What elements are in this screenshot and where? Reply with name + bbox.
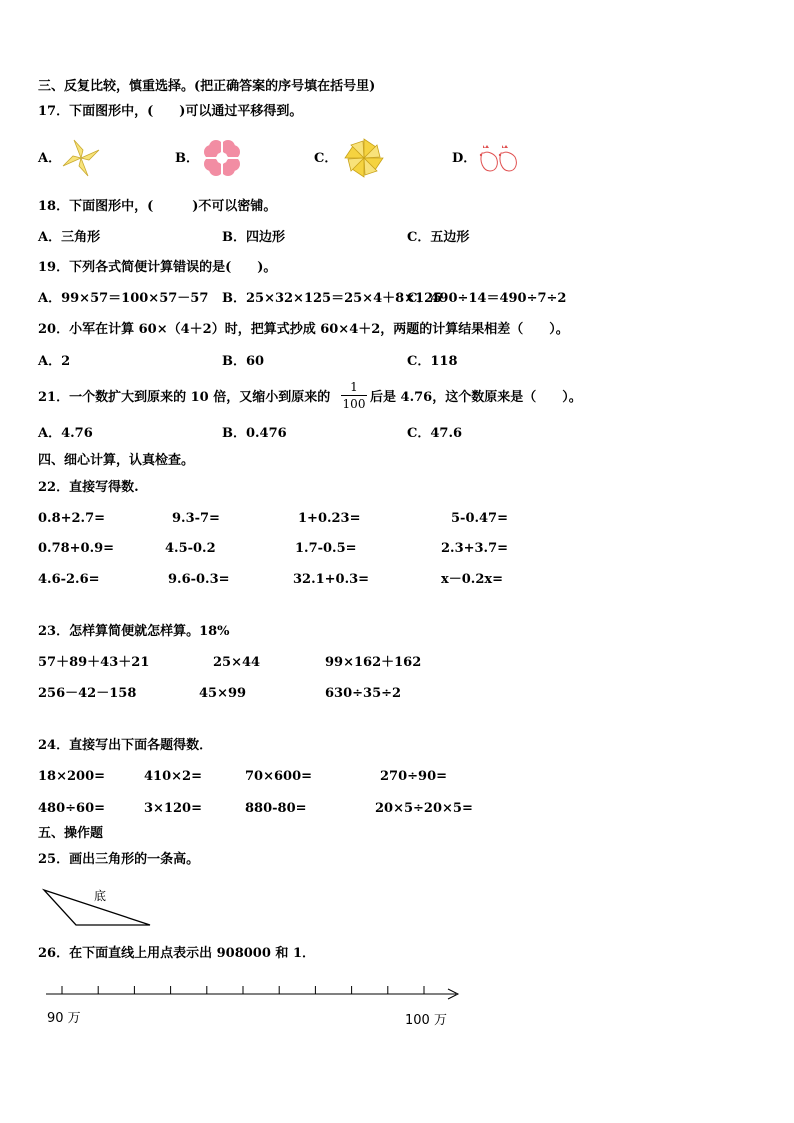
question-23-stem: 23．怎样算简便就怎样算。18% (38, 624, 230, 639)
q24-item: 18×200= (38, 769, 106, 784)
q17-option-d: D． (452, 151, 477, 166)
q22-item: 4.5-0.2 (165, 541, 216, 556)
section-5-title: 五、操作题 (38, 826, 104, 841)
question-22-stem: 22．直接写得数. (38, 480, 139, 495)
section-4-title: 四、细心计算，认真检查。 (38, 453, 195, 468)
question-21-stem-before: 21．一个数扩大到原来的 10 倍，又缩小到原来的 (38, 390, 331, 405)
q21-option-a: A．4.76 (38, 426, 93, 441)
question-21-stem-after: 后是 4.76，这个数原来是（ ）。 (370, 390, 582, 405)
question-17-stem: 17．下面图形中，( )可以通过平移得到。 (38, 104, 303, 119)
q24-item: 70×600= (245, 769, 313, 784)
q22-item: 0.8+2.7= (38, 511, 106, 526)
two-chicks-outline-icon (477, 141, 521, 175)
q22-item: 1.7-0.5= (295, 541, 357, 556)
fraction-numerator: 1 (350, 380, 358, 394)
number-line-left-label: 90 万 (47, 1011, 81, 1026)
q22-item: 9.3-7= (172, 511, 220, 526)
question-25-stem: 25．画出三角形的一条高。 (38, 852, 200, 867)
pinwheel-yellow-icon (60, 138, 102, 178)
q19-option-c: C．490÷14＝490÷7÷2 (407, 291, 567, 306)
q22-item: 0.78+0.9= (38, 541, 115, 556)
q22-item: 1+0.23= (298, 511, 361, 526)
q23-item: 630÷35÷2 (325, 686, 402, 701)
q24-item: 3×120= (144, 801, 202, 816)
q23-item: 99×162＋162 (325, 655, 422, 670)
question-20-stem: 20．小军在计算 60×（4＋2）时，把算式抄成 60×4＋2，两题的计算结果相差（ ）。 (38, 322, 569, 337)
q24-item: 270÷90= (380, 769, 448, 784)
triangle-base-label: 底 (94, 889, 107, 903)
q24-item: 410×2= (144, 769, 202, 784)
q18-option-c: C．五边形 (407, 230, 470, 245)
q17-option-c: C． (314, 151, 338, 166)
q20-option-c: C．118 (407, 354, 458, 369)
q24-item: 880-80= (245, 801, 307, 816)
q22-item: x－0.2x= (441, 572, 504, 587)
q19-option-b: B．25×32×125＝25×4＋8×125 (222, 291, 443, 306)
q22-item: 5-0.47= (451, 511, 508, 526)
q20-option-b: B．60 (222, 354, 265, 369)
q19-option-a: A．99×57＝100×57－57 (38, 291, 209, 306)
q20-option-a: A．2 (38, 354, 71, 369)
fraction-denominator: 100 (342, 397, 366, 411)
question-18-stem: 18．下面图形中，( )不可以密铺。 (38, 199, 277, 214)
q17-option-a: A． (38, 151, 62, 166)
q18-option-b: B．四边形 (222, 230, 285, 245)
question-19-stem: 19．下列各式简便计算错误的是( )。 (38, 260, 277, 275)
q22-item: 4.6-2.6= (38, 572, 100, 587)
number-line (44, 983, 464, 1007)
q22-item: 9.6-0.3= (168, 572, 230, 587)
question-24-stem: 24．直接写出下面各题得数． (38, 738, 213, 753)
q23-item: 45×99 (199, 686, 247, 701)
heart-clover-pink-icon (201, 137, 243, 179)
q23-item: 25×44 (213, 655, 261, 670)
q22-item: 2.3+3.7= (441, 541, 509, 556)
q24-item: 20×5÷20×5= (375, 801, 473, 816)
q18-option-a: A．三角形 (38, 230, 101, 245)
question-26-stem: 26．在下面直线上用点表示出 908000 和 1． (38, 946, 315, 961)
q17-option-b: B． (175, 151, 199, 166)
q22-item: 32.1+0.3= (293, 572, 370, 587)
q23-item: 256－42－158 (38, 686, 137, 701)
fraction-one-hundredth (341, 380, 367, 411)
section-3-title: 三、反复比较，慎重选择。(把正确答案的序号填在括号里) (38, 79, 376, 94)
q21-option-b: B．0.476 (222, 426, 287, 441)
q23-item: 57＋89＋43＋21 (38, 655, 150, 670)
number-line-right-label: 100 万 (405, 1013, 447, 1028)
q24-item: 480÷60= (38, 801, 106, 816)
pinwheel-gold-icon (342, 137, 386, 179)
q21-option-c: C．47.6 (407, 426, 463, 441)
